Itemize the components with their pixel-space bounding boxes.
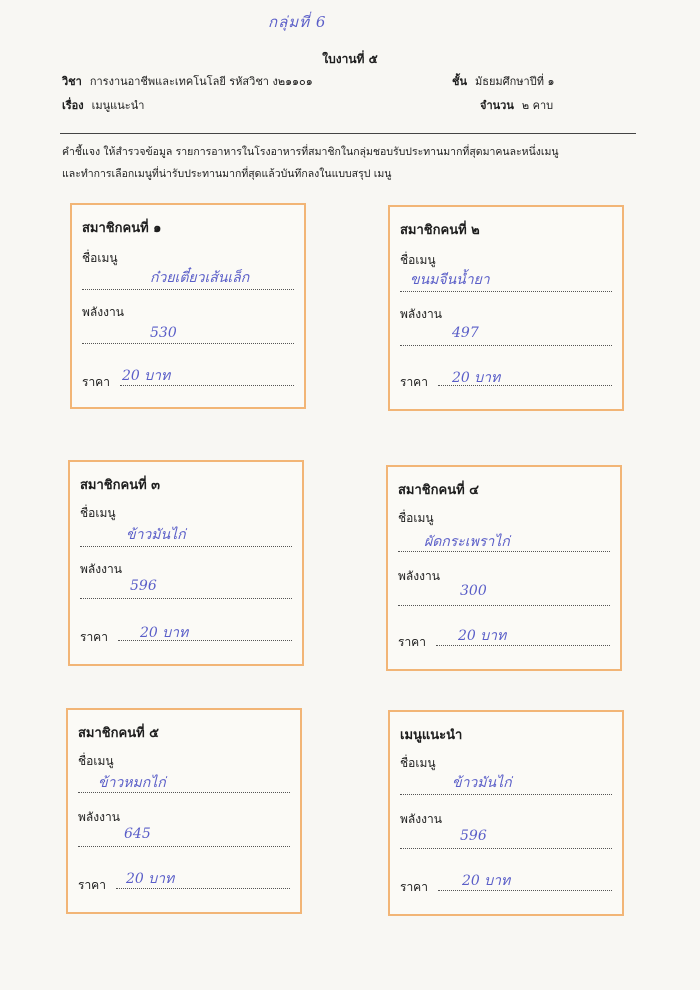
price-label: ราคา — [80, 630, 108, 644]
menu-name-label: ชื่อเมนู — [398, 511, 434, 525]
energy-line — [400, 848, 612, 849]
price-value: 20 บาท — [462, 873, 511, 889]
price-line — [120, 385, 294, 386]
worksheet-title: ใบงานที่ ๕ — [322, 52, 378, 66]
level-line — [452, 72, 554, 90]
instructions-line-1: คำชี้แจง ให้สำรวจข้อมูล รายการอาหารในโรงอาหารที่สมาชิกในกลุ่มชอบรับประทานมากที่สุดมาคนละหนึ่งเมนู — [62, 146, 559, 158]
energy-label: พลังงาน — [400, 307, 442, 321]
topic-line — [62, 96, 144, 114]
energy-value: 300 — [460, 583, 487, 599]
menu-name-value: ข้าวหมกไก่ — [98, 775, 166, 791]
level-value: มัธยมศึกษาปีที่ ๑ — [475, 75, 555, 88]
price-label: ราคา — [400, 375, 428, 389]
member-card-5 — [66, 708, 302, 914]
price-line — [438, 890, 612, 891]
energy-line — [82, 343, 294, 344]
menu-name-value: ข้าวมันไก่ — [126, 527, 186, 543]
price-value: 20 บาท — [122, 368, 171, 384]
energy-label: พลังงาน — [82, 305, 124, 319]
price-label: ราคา — [400, 880, 428, 894]
member-card-1 — [70, 203, 306, 409]
price-value: 20 บาท — [126, 871, 175, 887]
group-number-note: กลุ่มที่ 6 — [268, 13, 327, 31]
energy-value: 497 — [452, 325, 479, 341]
card-title: สมาชิกคนที่ ๓ — [80, 478, 161, 493]
energy-line — [400, 345, 612, 346]
energy-label: พลังงาน — [398, 569, 440, 583]
periods-value: ๒ คาบ — [521, 99, 554, 112]
menu-name-line — [398, 551, 610, 552]
price-line — [116, 888, 290, 889]
menu-name-label: ชื่อเมนู — [78, 754, 114, 768]
energy-value: 530 — [150, 325, 177, 341]
price-label: ราคา — [82, 375, 110, 389]
menu-name-line — [400, 794, 612, 795]
topic-label: เรื่อง — [62, 99, 84, 112]
card-title: สมาชิกคนที่ ๔ — [398, 483, 480, 498]
price-value: 20 บาท — [452, 370, 501, 386]
menu-name-label: ชื่อเมนู — [80, 506, 116, 520]
subject-label: วิชา — [62, 75, 82, 88]
header-divider — [60, 133, 636, 134]
card-title: สมาชิกคนที่ ๒ — [400, 223, 480, 238]
menu-name-label: ชื่อเมนู — [400, 756, 436, 770]
energy-label: พลังงาน — [80, 562, 122, 576]
menu-name-value: ผัดกระเพราไก่ — [424, 534, 510, 550]
card-title: เมนูแนะนำ — [400, 728, 463, 743]
price-label: ราคา — [398, 635, 426, 649]
member-card-3 — [68, 460, 304, 666]
card-title: สมาชิกคนที่ ๕ — [78, 726, 160, 741]
member-card-4 — [386, 465, 622, 671]
price-label: ราคา — [78, 878, 106, 892]
periods-line — [480, 96, 553, 114]
topic-value: เมนูแนะนำ — [91, 99, 145, 112]
subject-value: การงานอาชีพและเทคโนโลยี รหัสวิชา ง๒๑๑๐๑ — [89, 75, 313, 88]
menu-name-value: ก๋วยเตี๋ยวเส้นเล็ก — [150, 270, 250, 286]
price-line — [118, 640, 292, 641]
energy-value: 645 — [124, 826, 151, 842]
menu-name-line — [78, 792, 290, 793]
subject-line — [62, 72, 313, 90]
menu-name-line — [80, 546, 292, 547]
menu-name-value: ข้าวมันไก่ — [452, 775, 512, 791]
energy-line — [78, 846, 290, 847]
price-value: 20 บาท — [458, 628, 507, 644]
recommended-menu-card — [388, 710, 624, 916]
energy-label: พลังงาน — [78, 810, 120, 824]
card-title: สมาชิกคนที่ ๑ — [82, 221, 162, 236]
price-value: 20 บาท — [140, 625, 189, 641]
menu-name-line — [82, 289, 294, 290]
energy-value: 596 — [460, 828, 487, 844]
energy-line — [80, 598, 292, 599]
price-line — [438, 385, 612, 386]
energy-line — [398, 605, 610, 606]
member-card-2 — [388, 205, 624, 411]
price-line — [436, 645, 610, 646]
periods-label: จำนวน — [480, 99, 514, 112]
menu-name-label: ชื่อเมนู — [82, 251, 118, 265]
level-label: ชั้น — [452, 75, 467, 88]
menu-name-label: ชื่อเมนู — [400, 253, 436, 267]
energy-label: พลังงาน — [400, 812, 442, 826]
instructions-line-2: และทำการเลือกเมนูที่น่ารับประทานมากที่สุดแล้วบันทึกลงในแบบสรุป เมนู — [62, 168, 392, 180]
energy-value: 596 — [130, 578, 157, 594]
menu-name-value: ขนมจีนน้ำยา — [410, 272, 490, 288]
menu-name-line — [400, 291, 612, 292]
